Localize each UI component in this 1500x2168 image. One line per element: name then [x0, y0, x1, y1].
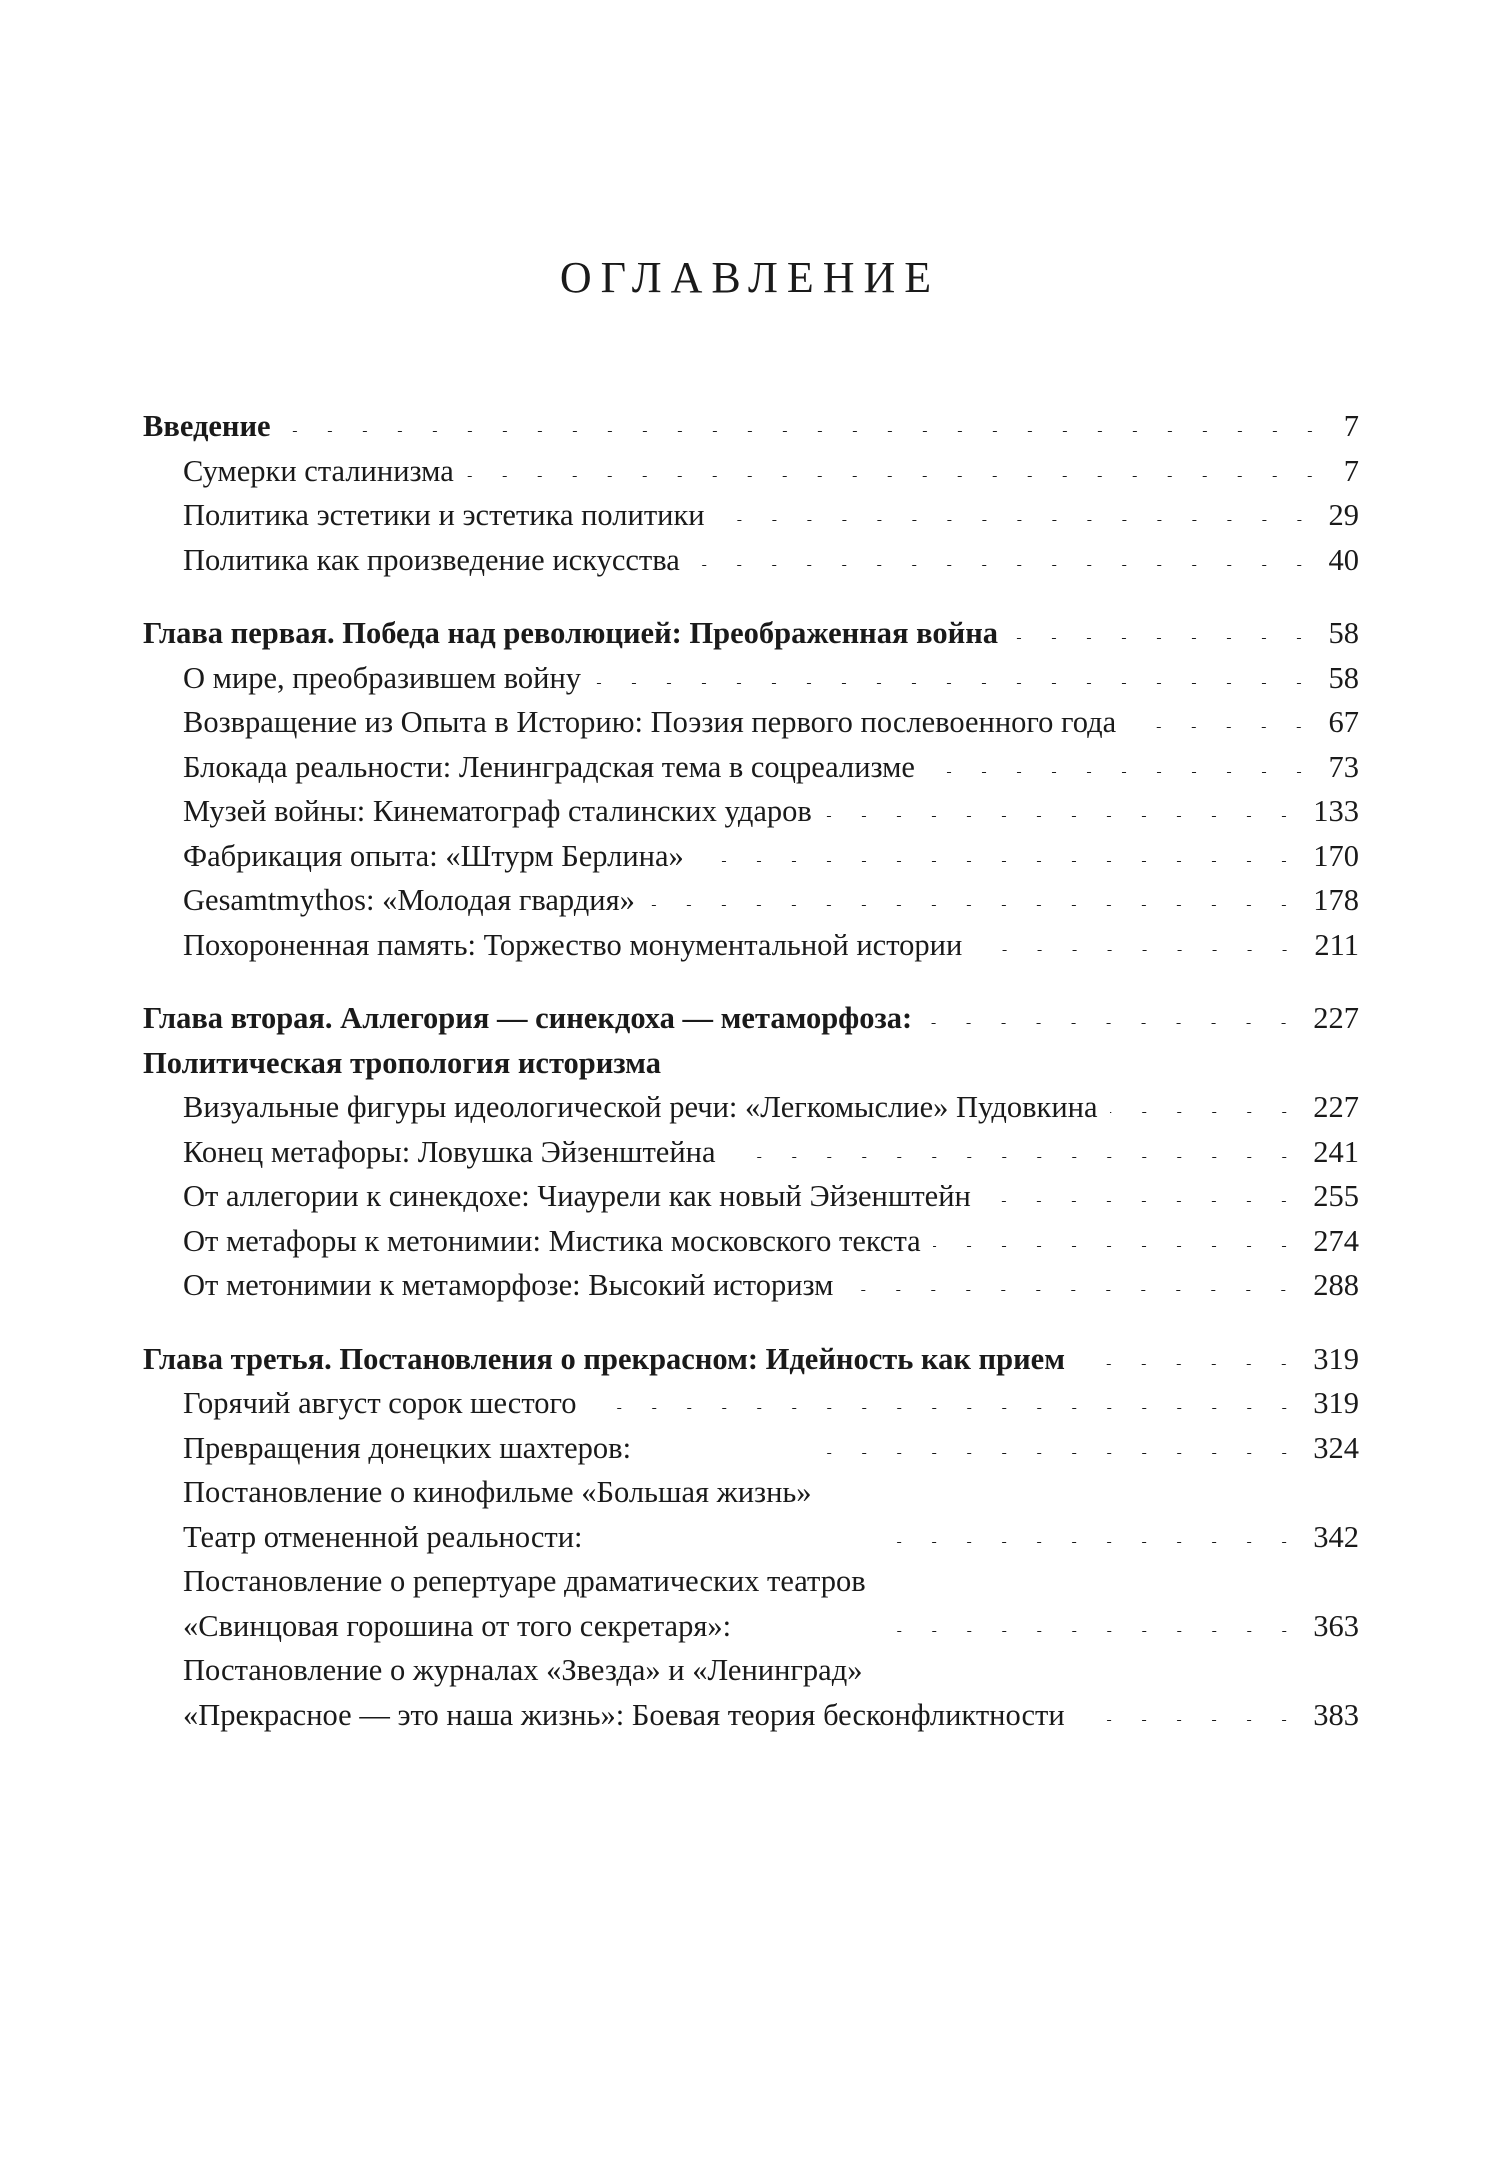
page-number: 67 [1328, 705, 1359, 739]
page-number: 7 [1343, 453, 1359, 488]
entry-label-line-2: Постановление о кинофильме «Большая жизнь» [183, 1475, 812, 1509]
page-number: 7 [1343, 409, 1359, 443]
page-number: 58 [1328, 660, 1359, 695]
toc-entry[interactable] [143, 834, 1359, 879]
entry-label-line-2: Постановление о журналах «Звезда» и «Ленинград» [183, 1653, 863, 1687]
dot-leader [1077, 1364, 1301, 1365]
toc-section-chapter-two [143, 996, 1359, 1308]
toc-entry[interactable] [143, 1426, 1359, 1515]
toc-entry[interactable] [143, 1219, 1359, 1264]
dot-leader [692, 565, 1317, 566]
toc-chapter-introduction[interactable] [143, 404, 1359, 449]
entry-label: «Прекрасное — это наша жизнь»: Боевая теория бесконфликтности [183, 1697, 1065, 1732]
toc-entry[interactable] [143, 1174, 1359, 1219]
toc-entry[interactable] [143, 1515, 1359, 1604]
page-number: 40 [1328, 542, 1359, 577]
entry-label: Конец метафоры: Ловушка Эйзенштейна [183, 1134, 716, 1169]
dot-leader [824, 816, 1301, 817]
entry-label-line-2: Постановление о репертуаре драматических театров [183, 1564, 866, 1598]
entry-label [183, 1604, 863, 1693]
toc-entry[interactable] [143, 1263, 1359, 1308]
page-number: 170 [1313, 838, 1359, 873]
entry-label: От метафоры к метонимии: Мистика московского текста [183, 1223, 921, 1258]
dot-leader [1010, 638, 1316, 639]
table-of-contents [143, 404, 1359, 1766]
dot-leader [878, 1542, 1302, 1543]
toc-chapter-two[interactable] [143, 996, 1359, 1085]
page-number: 241 [1313, 1134, 1359, 1169]
entry-label: Возвращение из Опыта в Историю: Поэзия первого послевоенного года [183, 705, 1117, 739]
dot-leader [875, 1631, 1302, 1632]
page-number: 319 [1313, 1386, 1359, 1420]
toc-section-introduction [143, 404, 1359, 582]
page-number: 324 [1313, 1430, 1359, 1465]
page-number: 274 [1313, 1223, 1359, 1258]
toc-entry[interactable] [143, 700, 1359, 745]
toc-entry[interactable] [143, 745, 1359, 790]
page-number: 383 [1313, 1697, 1359, 1732]
entry-label: Блокада реальности: Ленинградская тема в соцреализме [183, 749, 915, 784]
toc-entry[interactable] [143, 1693, 1359, 1738]
toc-entry[interactable] [143, 1604, 1359, 1693]
entry-label: Фабрикация опыта: «Штурм Берлина» [183, 838, 684, 873]
entry-label: Глава первая. Победа над революцией: Преображенная война [143, 616, 999, 650]
dot-leader [696, 861, 1301, 862]
page-number: 255 [1313, 1179, 1359, 1213]
page-number: 178 [1313, 883, 1359, 917]
dot-leader [983, 1201, 1301, 1202]
page-number: 319 [1313, 1341, 1359, 1376]
entry-label-line-1: Превращения донецких шахтеров: [183, 1430, 632, 1465]
dot-leader [824, 1453, 1302, 1454]
dot-leader [1110, 1112, 1302, 1113]
page-number: 288 [1313, 1268, 1359, 1302]
entry-label [183, 1515, 866, 1604]
dot-leader [717, 520, 1317, 521]
toc-entry[interactable] [143, 1085, 1359, 1130]
entry-label: О мире, преобразившем войну [183, 660, 582, 695]
dot-leader [924, 1023, 1301, 1024]
page-number: 342 [1313, 1519, 1359, 1554]
toc-chapter-one[interactable] [143, 611, 1359, 656]
entry-label-line-2: Политическая тропология историзма [143, 1045, 661, 1080]
entry-label: Музей войны: Кинематограф сталинских ударов [183, 794, 812, 828]
toc-section-chapter-three [143, 1337, 1359, 1738]
page-number: 73 [1328, 749, 1359, 784]
entry-label: Визуальные фигуры идеологической речи: «Легкомыслие» Пудовкина [183, 1090, 1098, 1124]
page-number: 227 [1313, 1001, 1359, 1035]
page-number: 211 [1314, 927, 1359, 962]
toc-entry[interactable] [143, 1381, 1359, 1426]
dot-leader [927, 772, 1317, 773]
entry-label: Политика эстетики и эстетика политики [183, 498, 705, 532]
page-number: 29 [1328, 498, 1359, 532]
dot-leader [974, 950, 1302, 951]
dot-leader [647, 905, 1301, 906]
toc-entry[interactable] [143, 449, 1359, 494]
entry-label-line-1: «Свинцовая горошина от того секретаря»: [183, 1608, 732, 1643]
toc-section-chapter-one [143, 611, 1359, 967]
dot-leader [1128, 727, 1316, 728]
page-number: 227 [1313, 1090, 1359, 1124]
dot-leader [593, 683, 1316, 684]
entry-label-line-1: Театр отмененной реальности: [183, 1519, 583, 1554]
page-number: 363 [1313, 1608, 1359, 1643]
dot-leader [466, 476, 1327, 477]
page-number: 133 [1313, 794, 1359, 828]
toc-entry[interactable] [143, 1130, 1359, 1175]
entry-label [183, 1426, 812, 1515]
toc-entry[interactable] [143, 538, 1359, 583]
entry-label [143, 996, 912, 1085]
entry-label: От метонимии к метаморфозе: Высокий историзм [183, 1268, 834, 1302]
page-number: 58 [1328, 616, 1359, 650]
toc-entry[interactable] [143, 789, 1359, 834]
dot-leader [845, 1290, 1301, 1291]
toc-chapter-three[interactable] [143, 1337, 1359, 1382]
dot-leader [1077, 1720, 1302, 1721]
entry-label: Политика как произведение искусства [183, 542, 680, 577]
toc-entry[interactable] [143, 656, 1359, 701]
entry-label: Сумерки сталинизма [183, 453, 454, 488]
entry-label: Gesamtmythos: «Молодая гвардия» [183, 883, 635, 917]
entry-label: Глава третья. Постановления о прекрасном: Идейность как прием [143, 1341, 1065, 1376]
page-title: ОГЛАВЛЕНИЕ [559, 253, 941, 302]
toc-entry[interactable] [143, 878, 1359, 923]
dot-leader [283, 431, 1327, 432]
dot-leader [728, 1157, 1302, 1158]
entry-label: Похороненная память: Торжество монументальной истории [183, 927, 963, 962]
dot-leader [933, 1246, 1302, 1247]
entry-label: Горячий август сорок шестого [183, 1386, 577, 1420]
entry-label: Введение [143, 409, 271, 443]
entry-label: От аллегории к синекдохе: Чиаурели как новый Эйзенштейн [183, 1179, 971, 1213]
toc-entry[interactable] [143, 923, 1359, 968]
entry-label-line-1: Глава вторая. Аллегория — синекдоха — метаморфоза: [143, 1001, 913, 1035]
toc-entry[interactable] [143, 493, 1359, 538]
dot-leader [589, 1408, 1302, 1409]
